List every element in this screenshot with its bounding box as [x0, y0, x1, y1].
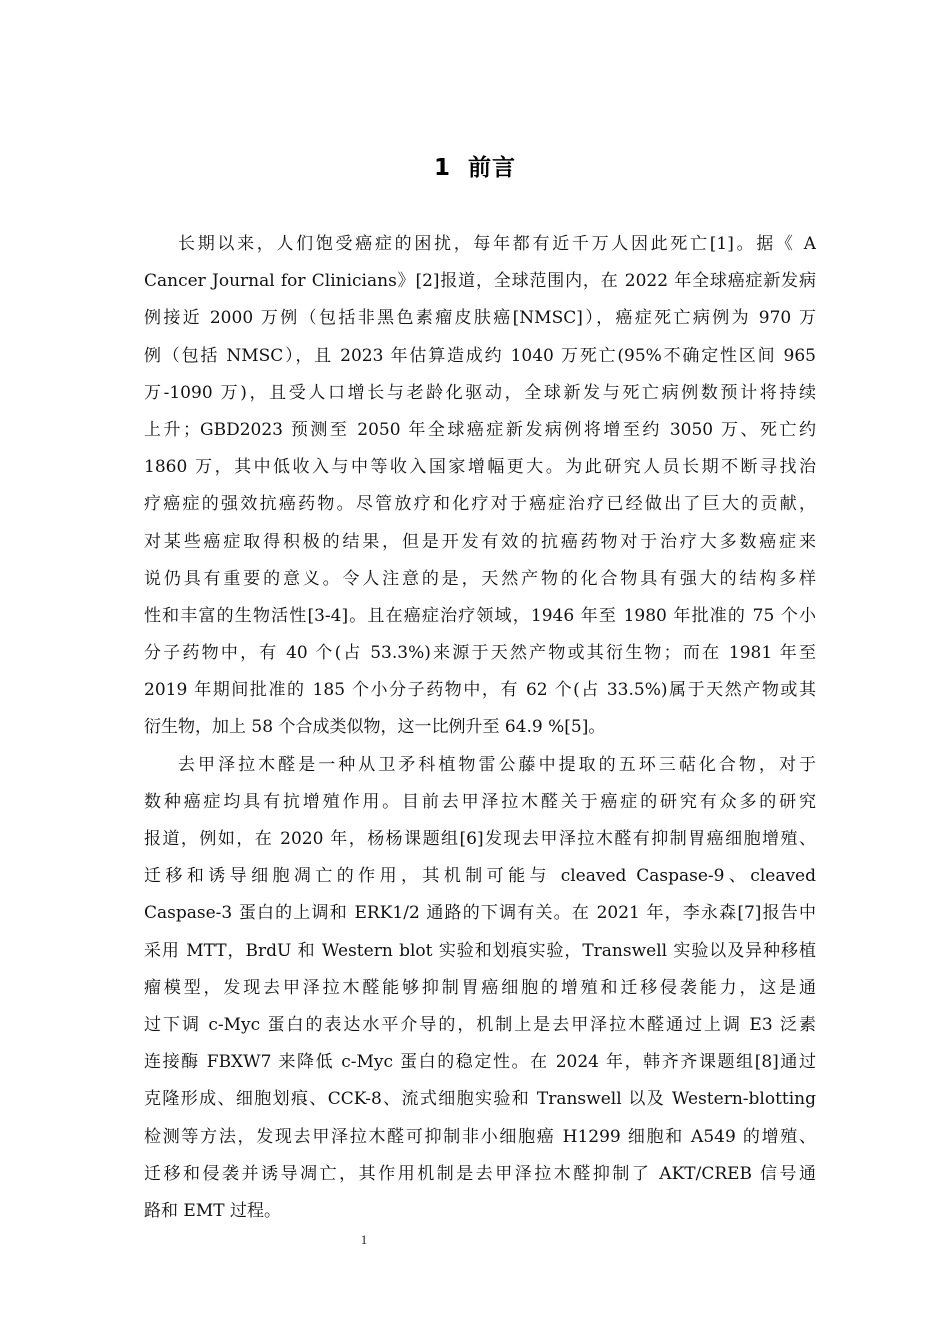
body-text — [144, 226, 816, 1230]
text-line: 1860 万，其中低收入与中等收入国家增幅更大。为此研究人员长期不断寻找治 — [144, 457, 816, 478]
text-line: 疗癌症的强效抗癌药物。尽管放疗和化疗对于癌症治疗已经做出了巨大的贡献， — [144, 494, 816, 515]
text-line: 分子药物中，有 40 个(占 53.3%)来源于天然产物或其衍生物；而在 1981 年至 — [144, 643, 816, 664]
text-line: 2019 年期间批准的 185 个小分子药物中，有 62 个(占 33.5%)属于天然产物或其 — [144, 680, 816, 701]
text-line: 对某些癌症取得积极的结果，但是开发有效的抗癌药物对于治疗大多数癌症来 — [144, 531, 816, 552]
text-line: 瘤模型，发现去甲泽拉木醛能够抑制胃癌细胞的增殖和迁移侵袭能力，这是通 — [144, 977, 816, 998]
text-line: 克隆形成、细胞划痕、CCK-8、流式细胞实验和 Transwell 以及 Western-blotting — [144, 1089, 816, 1110]
text-line: 连接酶 FBXW7 来降低 c-Myc 蛋白的稳定性。在 2024 年，韩齐齐课题组[8]通过 — [144, 1052, 816, 1073]
text-line: 采用 MTT，BrdU 和 Western blot 实验和划痕实验，Transwell 实验以及异种移植 — [144, 940, 816, 961]
text-line: 性和丰富的生物活性[3-4]。且在癌症治疗领域，1946 年至 1980 年批准的 75 个小 — [144, 605, 816, 626]
paragraph — [144, 747, 816, 1230]
page-number: 1 — [360, 1232, 368, 1247]
section-title: 前言 — [468, 155, 517, 181]
text-line: Cancer Journal for Clinicians》[2]报道，全球范围内，在 2022 年全球癌症新发病 — [144, 271, 816, 292]
paragraph — [144, 226, 816, 747]
text-line: 检测等方法，发现去甲泽拉木醛可抑制非小细胞癌 H1299 细胞和 A549 的增殖、 — [144, 1126, 816, 1147]
text-line: 例（包括 NMSC），且 2023 年估算造成约 1040 万死亡(95%不确定性区间 965 — [144, 345, 816, 366]
text-line: 迁移和侵袭并诱导凋亡，其作用机制是去甲泽拉木醛抑制了 AKT/CREB 信号通 — [144, 1163, 816, 1184]
text-line: 路和 EMT 过程。 — [144, 1200, 281, 1221]
text-line: 数种癌症均具有抗增殖作用。目前去甲泽拉木醛关于癌症的研究有众多的研究 — [144, 791, 816, 812]
text-line: 迁移和诱导细胞凋亡的作用，其机制可能与 cleaved Caspase-9、cleaved — [144, 866, 816, 887]
text-line: 衍生物，加上 58 个合成类似物，这一比例升至 64.9 %[5]。 — [144, 717, 606, 738]
text-line: 报道，例如，在 2020 年，杨杨课题组[6]发现去甲泽拉木醛有抑制胃癌细胞增殖、 — [144, 829, 816, 849]
text-line: 去甲泽拉木醛是一种从卫矛科植物雷公藤中提取的五环三萜化合物，对于 — [178, 754, 816, 775]
text-line: 过下调 c-Myc 蛋白的表达水平介导的，机制上是去甲泽拉木醛通过上调 E3 泛素 — [144, 1014, 816, 1035]
paragraph-container — [144, 226, 816, 1230]
text-line: 上升；GBD2023 预测至 2050 年全球癌症新发病例将增至约 3050 万、死亡约 — [144, 419, 816, 440]
section-number: 1 — [433, 155, 451, 181]
text-line: 说仍具有重要的意义。令人注意的是，天然产物的化合物具有强大的结构多样 — [144, 568, 816, 589]
text-line: 万-1090 万)，且受人口增长与老龄化驱动，全球新发与死亡病例数预计将持续 — [144, 382, 816, 403]
text-line: 例接近 2000 万例（包括非黑色素瘤皮肤癌[NMSC]），癌症死亡病例为 970 万 — [144, 308, 816, 329]
text-line: 长期以来，人们饱受癌症的困扰，每年都有近千万人因此死亡[1]。据《 A — [178, 234, 816, 254]
text-line: Caspase-3 蛋白的上调和 ERK1/2 通路的下调有关。在 2021 年，李永森[7]报告中 — [144, 903, 816, 924]
section-heading — [0, 148, 950, 188]
